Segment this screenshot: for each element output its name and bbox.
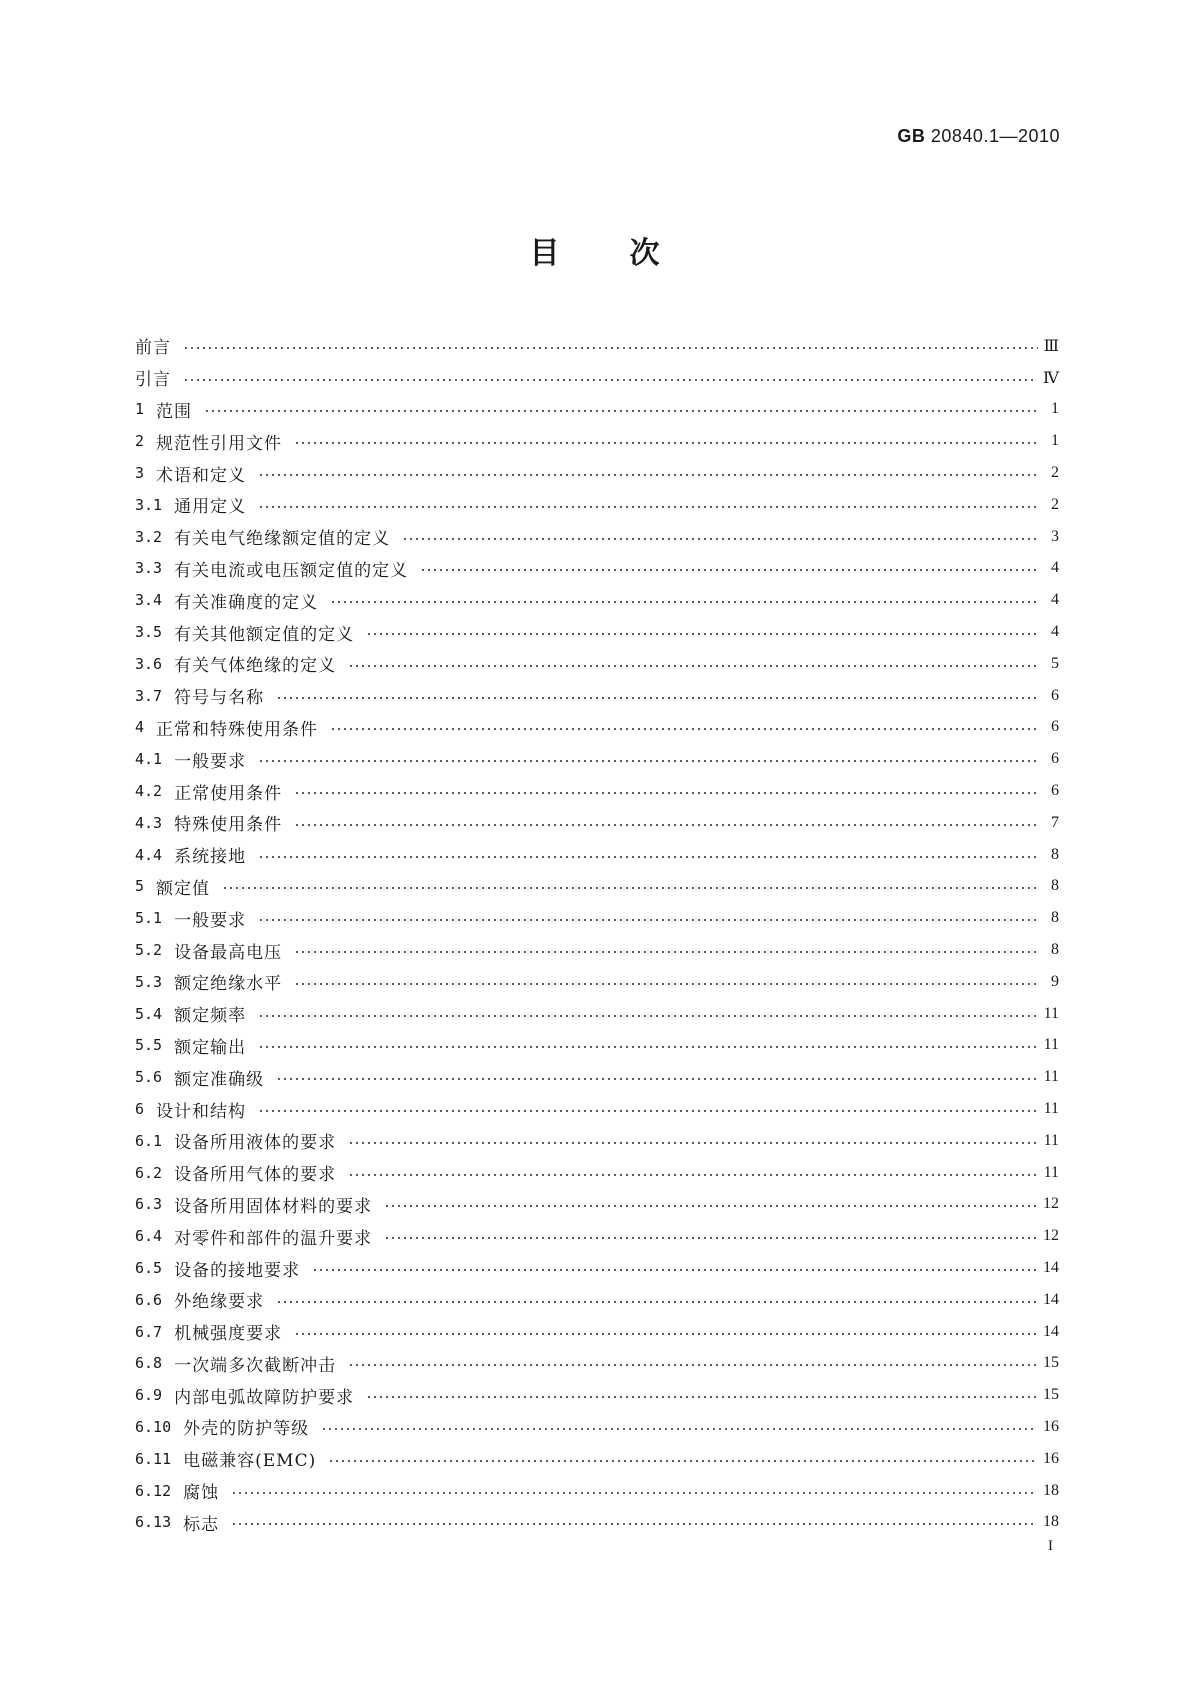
toc-entry-page: 8 xyxy=(1051,877,1059,895)
toc-entry-number: 4.2 xyxy=(135,782,163,801)
toc-entry-title: 正常和特殊使用条件 xyxy=(156,719,319,740)
toc-entry-number: 3.4 xyxy=(135,591,163,610)
toc-entry[interactable] xyxy=(135,1252,1059,1284)
toc-entry[interactable] xyxy=(135,871,1059,903)
toc-entry-page: 4 xyxy=(1051,591,1059,609)
toc-dot-leader xyxy=(294,983,1039,985)
toc-dot-leader xyxy=(276,1078,1038,1080)
toc-entry-number: 6.4 xyxy=(135,1227,163,1246)
toc-entry[interactable] xyxy=(135,1093,1059,1125)
toc-entry-page: 4 xyxy=(1051,559,1059,577)
toc-entry[interactable] xyxy=(135,998,1059,1030)
toc-dot-leader xyxy=(420,569,1039,571)
toc-entry-page: Ⅲ xyxy=(1043,337,1059,355)
toc-entry[interactable] xyxy=(135,743,1059,775)
toc-entry-page: 7 xyxy=(1051,813,1059,831)
toc-entry-page: 11 xyxy=(1043,1068,1059,1086)
toc-entry-title: 对零件和部件的温升要求 xyxy=(174,1228,373,1249)
toc-dot-leader xyxy=(312,1269,1037,1271)
toc-entry-number: 3.6 xyxy=(135,654,163,673)
toc-entry-title: 标志 xyxy=(183,1514,220,1535)
toc-dot-leader xyxy=(276,697,1039,699)
toc-dot-leader xyxy=(258,1015,1038,1017)
toc-entry-page: 6 xyxy=(1051,782,1059,800)
toc-entry[interactable] xyxy=(135,839,1059,871)
toc-entry-number: 6.6 xyxy=(135,1290,163,1309)
toc-entry-title: 一次端多次截断冲击 xyxy=(174,1355,337,1376)
toc-dot-leader xyxy=(366,1396,1037,1398)
toc-entry-title: 设计和结构 xyxy=(156,1101,247,1122)
toc-entry-title: 有关准确度的定义 xyxy=(174,592,319,613)
toc-entry-title: 电磁兼容(EMC) xyxy=(183,1451,317,1472)
toc-dot-leader xyxy=(231,1523,1037,1525)
toc-entry-number: 6.11 xyxy=(135,1449,172,1468)
toc-entry-title: 有关电气绝缘额定值的定义 xyxy=(174,529,391,550)
toc-entry[interactable] xyxy=(135,330,1059,362)
toc-entry[interactable] xyxy=(135,1379,1059,1411)
toc-dot-leader xyxy=(330,728,1039,730)
toc-entry-number: 1 xyxy=(135,400,145,419)
toc-entry-page: 4 xyxy=(1051,623,1059,641)
toc-entry-page: 15 xyxy=(1043,1354,1059,1372)
toc-entry-title: 设备所用气体的要求 xyxy=(174,1165,337,1186)
toc-entry[interactable] xyxy=(135,553,1059,585)
toc-entry[interactable] xyxy=(135,1316,1059,1348)
toc-entry-number: 5.2 xyxy=(135,941,163,960)
toc-entry[interactable] xyxy=(135,362,1059,394)
toc-list xyxy=(135,330,1059,1538)
toc-entry-page: 16 xyxy=(1043,1417,1059,1435)
toc-entry-page: 8 xyxy=(1051,909,1059,927)
toc-entry[interactable] xyxy=(135,1061,1059,1093)
toc-dot-leader xyxy=(258,1110,1038,1112)
toc-entry-number: 5.5 xyxy=(135,1036,163,1055)
toc-entry-number: 5 xyxy=(135,877,145,896)
toc-entry[interactable] xyxy=(135,1220,1059,1252)
toc-dot-leader xyxy=(348,1364,1037,1366)
toc-entry[interactable] xyxy=(135,775,1059,807)
toc-dot-leader xyxy=(402,538,1039,540)
toc-entry[interactable] xyxy=(135,1506,1059,1538)
page-number: I xyxy=(1048,1538,1053,1554)
toc-entry[interactable] xyxy=(135,1030,1059,1062)
toc-entry-number: 6.13 xyxy=(135,1513,172,1532)
toc-dot-leader xyxy=(330,601,1039,603)
toc-entry[interactable] xyxy=(135,807,1059,839)
toc-entry-number: 3.3 xyxy=(135,559,163,578)
toc-entry-number: 5.4 xyxy=(135,1004,163,1023)
toc-entry-number: 6.8 xyxy=(135,1354,163,1373)
toc-entry-number: 4.3 xyxy=(135,813,163,832)
toc-entry[interactable] xyxy=(135,934,1059,966)
toc-dot-leader xyxy=(294,442,1039,444)
toc-entry-page: Ⅳ xyxy=(1043,369,1059,387)
toc-entry-number: 6.7 xyxy=(135,1322,163,1341)
toc-entry[interactable] xyxy=(135,1125,1059,1157)
toc-dot-leader xyxy=(258,1046,1038,1048)
toc-entry-title: 有关其他额定值的定义 xyxy=(174,624,355,645)
toc-dot-leader xyxy=(258,760,1039,762)
toc-entry-title: 额定准确级 xyxy=(174,1069,265,1090)
toc-entry-page: 18 xyxy=(1043,1481,1059,1499)
toc-entry-title: 额定频率 xyxy=(174,1006,247,1027)
toc-entry[interactable] xyxy=(135,680,1059,712)
toc-entry-number: 4.4 xyxy=(135,845,163,864)
toc-entry-title: 正常使用条件 xyxy=(174,783,283,804)
toc-entry-number: 6.12 xyxy=(135,1481,172,1500)
toc-entry-title: 特殊使用条件 xyxy=(174,815,283,836)
toc-entry-number: 6.1 xyxy=(135,1131,163,1150)
toc-dot-leader xyxy=(294,824,1039,826)
toc-entry[interactable] xyxy=(135,1348,1059,1380)
toc-dot-leader xyxy=(294,1333,1037,1335)
toc-entry-title: 术语和定义 xyxy=(156,465,247,486)
standard-code: 20840.1—2010 xyxy=(930,126,1060,146)
toc-entry-number: 6.10 xyxy=(135,1417,172,1436)
toc-entry[interactable] xyxy=(135,1411,1059,1443)
toc-entry-page: 16 xyxy=(1043,1449,1059,1467)
toc-dot-leader xyxy=(258,856,1039,858)
toc-dot-leader xyxy=(231,1492,1037,1494)
toc-entry-number: 3.1 xyxy=(135,495,163,514)
toc-entry-title: 外绝缘要求 xyxy=(174,1292,265,1313)
toc-entry-number: 6.9 xyxy=(135,1386,163,1405)
toc-entry-page: 18 xyxy=(1043,1513,1059,1531)
toc-entry-title: 符号与名称 xyxy=(174,688,265,709)
toc-entry-page: 9 xyxy=(1051,972,1059,990)
toc-entry-page: 11 xyxy=(1043,1163,1059,1181)
toc-entry[interactable] xyxy=(135,425,1059,457)
toc-dot-leader xyxy=(276,1301,1037,1303)
toc-dot-leader xyxy=(222,887,1039,889)
toc-entry-title: 额定输出 xyxy=(174,1037,247,1058)
toc-entry-page: 14 xyxy=(1043,1290,1059,1308)
toc-entry[interactable] xyxy=(135,457,1059,489)
toc-entry-page: 2 xyxy=(1051,464,1059,482)
toc-entry-title: 范围 xyxy=(156,401,193,422)
title-char-1: 目 xyxy=(529,236,562,271)
toc-entry-number: 5.1 xyxy=(135,909,163,928)
toc-entry[interactable] xyxy=(135,616,1059,648)
toc-entry-title: 前言 xyxy=(135,338,171,359)
toc-entry-page: 11 xyxy=(1043,1004,1059,1022)
toc-entry-title: 规范性引用文件 xyxy=(156,433,283,454)
toc-dot-leader xyxy=(294,792,1039,794)
toc-entry[interactable] xyxy=(135,966,1059,998)
toc-entry-title: 设备的接地要求 xyxy=(174,1260,301,1281)
title-char-2: 次 xyxy=(629,236,662,271)
toc-dot-leader xyxy=(348,665,1039,667)
toc-entry-page: 8 xyxy=(1051,941,1059,959)
toc-entry-page: 11 xyxy=(1043,1036,1059,1054)
toc-entry[interactable] xyxy=(135,521,1059,553)
toc-entry-page: 6 xyxy=(1051,750,1059,768)
toc-dot-leader xyxy=(321,1428,1037,1430)
toc-entry-title: 外壳的防护等级 xyxy=(183,1419,310,1440)
toc-entry-number: 6.2 xyxy=(135,1163,163,1182)
toc-entry-page: 11 xyxy=(1043,1131,1059,1149)
toc-entry-title: 引言 xyxy=(135,370,171,391)
toc-entry-title: 系统接地 xyxy=(174,847,247,868)
toc-dot-leader xyxy=(348,1142,1038,1144)
toc-entry-page: 3 xyxy=(1051,527,1059,545)
toc-dot-leader xyxy=(258,506,1039,508)
toc-entry-page: 12 xyxy=(1043,1227,1059,1245)
toc-entry-title: 额定绝缘水平 xyxy=(174,974,283,995)
toc-dot-leader xyxy=(294,951,1039,953)
toc-entry-page: 6 xyxy=(1051,686,1059,704)
toc-entry-title: 内部电弧故障防护要求 xyxy=(174,1387,355,1408)
toc-entry-title: 设备最高电压 xyxy=(174,942,283,963)
toc-entry-title: 一般要求 xyxy=(174,751,247,772)
toc-entry-title: 设备所用固体材料的要求 xyxy=(174,1196,373,1217)
toc-entry[interactable] xyxy=(135,1284,1059,1316)
toc-entry-number: 3 xyxy=(135,464,145,483)
toc-entry[interactable] xyxy=(135,489,1059,521)
toc-dot-leader xyxy=(183,379,1037,381)
toc-dot-leader xyxy=(384,1205,1037,1207)
toc-entry-title: 通用定义 xyxy=(174,497,247,518)
toc-entry-title: 额定值 xyxy=(156,878,211,899)
toc-dot-leader xyxy=(204,410,1039,412)
toc-entry-number: 6 xyxy=(135,1100,145,1119)
toc-dot-leader xyxy=(328,1460,1037,1462)
toc-entry-number: 5.3 xyxy=(135,972,163,991)
toc-entry-number: 3.5 xyxy=(135,623,163,642)
toc-dot-leader xyxy=(384,1237,1037,1239)
toc-entry-title: 有关气体绝缘的定义 xyxy=(174,656,337,677)
toc-entry[interactable] xyxy=(135,1443,1059,1475)
toc-entry-title: 一般要求 xyxy=(174,910,247,931)
toc-entry-page: 8 xyxy=(1051,845,1059,863)
toc-dot-leader xyxy=(348,1174,1038,1176)
toc-entry[interactable] xyxy=(135,902,1059,934)
toc-entry[interactable] xyxy=(135,712,1059,744)
standard-prefix: GB xyxy=(897,126,926,146)
toc-entry[interactable] xyxy=(135,1157,1059,1189)
toc-entry-number: 6.3 xyxy=(135,1195,163,1214)
toc-entry[interactable] xyxy=(135,584,1059,616)
toc-dot-leader xyxy=(183,347,1038,349)
toc-entry-page: 12 xyxy=(1043,1195,1059,1213)
toc-entry-title: 腐蚀 xyxy=(183,1483,220,1504)
toc-entry-page: 6 xyxy=(1051,718,1059,736)
toc-entry-title: 有关电流或电压额定值的定义 xyxy=(174,560,409,581)
toc-entry-page: 2 xyxy=(1051,495,1059,513)
toc-entry-page: 1 xyxy=(1051,432,1059,450)
toc-dot-leader xyxy=(258,474,1039,476)
toc-entry-page: 15 xyxy=(1043,1386,1059,1404)
toc-entry-number: 3.7 xyxy=(135,686,163,705)
toc-entry[interactable] xyxy=(135,1475,1059,1507)
toc-entry[interactable] xyxy=(135,1189,1059,1221)
toc-entry-page: 14 xyxy=(1043,1259,1059,1276)
toc-dot-leader xyxy=(366,633,1039,635)
toc-entry-page: 1 xyxy=(1051,400,1059,418)
toc-entry-title: 机械强度要求 xyxy=(174,1324,283,1345)
toc-entry-page: 14 xyxy=(1043,1322,1059,1340)
toc-entry-title: 设备所用液体的要求 xyxy=(174,1133,337,1154)
toc-entry-page: 11 xyxy=(1043,1100,1059,1118)
toc-entry-number: 4.1 xyxy=(135,750,163,769)
toc-dot-leader xyxy=(258,919,1039,921)
standard-number xyxy=(897,126,1060,147)
toc-entry-number: 2 xyxy=(135,432,145,451)
toc-entry-number: 5.6 xyxy=(135,1068,163,1087)
toc-entry-number: 3.2 xyxy=(135,527,163,546)
toc-entry-number: 4 xyxy=(135,718,145,737)
toc-entry-number: 6.5 xyxy=(135,1259,163,1277)
toc-entry-page: 5 xyxy=(1051,654,1059,672)
toc-entry[interactable] xyxy=(135,648,1059,680)
page-title xyxy=(0,228,1191,272)
toc-entry[interactable] xyxy=(135,394,1059,426)
